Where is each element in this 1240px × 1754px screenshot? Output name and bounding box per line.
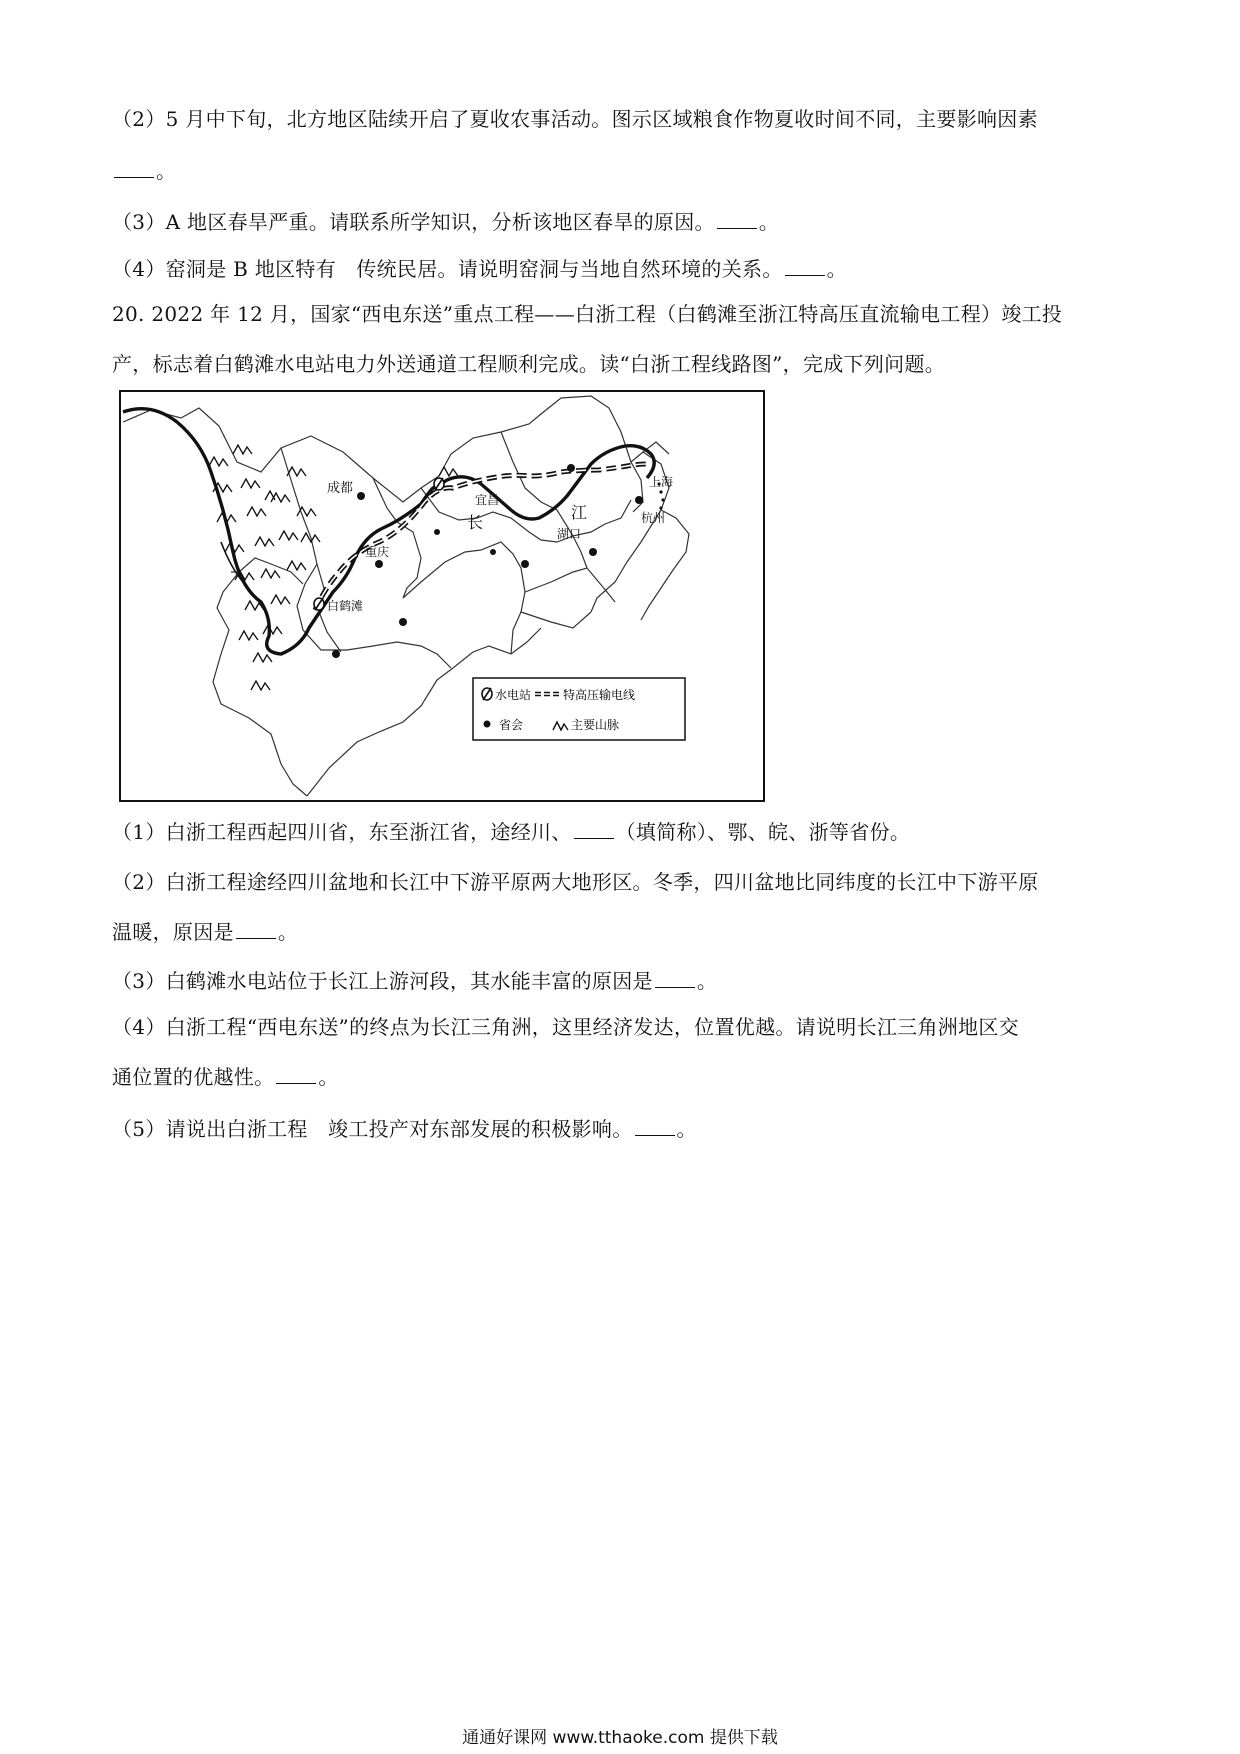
- q20-part4-line2: 通位置的优越性。 。: [112, 1065, 339, 1089]
- answer-blank[interactable]: [276, 1063, 316, 1084]
- q20-intro-line2: 产，标志着白鹤滩水电站电力外送通道工程顺利完成。读“白浙工程线路图”，完成下列问题。: [112, 352, 946, 376]
- answer-blank[interactable]: [236, 918, 276, 939]
- q19-part4: （4）窑洞是 B 地区特有 传统民居。请说明窑洞与当地自然环境的关系。 。: [112, 257, 847, 281]
- label-baihetan: 白鹤滩: [327, 599, 364, 613]
- answer-blank[interactable]: [785, 255, 825, 276]
- answer-blank[interactable]: [717, 208, 757, 229]
- baizhe-route-map: [119, 390, 765, 802]
- answer-blank[interactable]: [635, 1115, 675, 1136]
- answer-blank[interactable]: [114, 157, 154, 178]
- label-chongqing: 重庆: [365, 545, 390, 559]
- q20-part2-line2: 温暖，原因是 。: [112, 920, 299, 944]
- label-chengdu: 成都: [327, 481, 354, 496]
- legend-uhv-label: 特高压输电线: [563, 688, 636, 702]
- q19-part3: （3）A 地区春旱严重。请联系所学知识，分析该地区春旱的原因。 。: [112, 210, 780, 234]
- answer-blank[interactable]: [655, 967, 695, 988]
- q20-part4-line1: （4）白浙工程“西电东送”的终点为长江三角洲，这里经济发达，位置优越。请说明长江三角洲地区交: [112, 1015, 1019, 1039]
- label-shanghai: 上海: [649, 475, 674, 489]
- legend-hydro-label: 水电站: [495, 688, 532, 702]
- label-jiang: 江: [571, 503, 588, 522]
- legend-capital-icon: [484, 721, 491, 728]
- q20-intro-line1: 20. 2022 年 12 月，国家“西电东送”重点工程——白浙工程（白鹤滩至浙江特高压直流输电工程）竣工投: [112, 302, 1063, 326]
- page-footer: 通通好课网 www.tthaoke.com 提供下载: [462, 1728, 778, 1748]
- label-hangzhou: 杭州: [641, 511, 666, 525]
- q19-part2-line1: （2）5 月中下旬，北方地区陆续开启了夏收农事活动。图示区域粮食作物夏收时间不同，主要影响因素: [112, 107, 1038, 131]
- legend-mountain-label: 主要山脉: [571, 718, 620, 732]
- q20-part1: （1）白浙工程西起四川省，东至浙江省，途经川、 （填简称）、鄂、皖、浙等省份。: [112, 820, 911, 844]
- map-legend: [473, 678, 685, 740]
- answer-blank[interactable]: [574, 818, 614, 839]
- legend-capital-label: 省会: [499, 718, 524, 732]
- q19-part2-line2: 。: [112, 157, 176, 185]
- label-hukou: 湖口: [557, 527, 582, 541]
- map-svg: [121, 392, 763, 800]
- label-yichang: 宜昌: [475, 493, 500, 507]
- legend-hydro-icon: [482, 688, 492, 700]
- label-chang: 长: [467, 513, 484, 532]
- q20-part3: （3）白鹤滩水电站位于长江上游河段，其水能丰富的原因是 。: [112, 969, 718, 993]
- q20-part2-line1: （2）白浙工程途经四川盆地和长江中下游平原两大地形区。冬季，四川盆地比同纬度的长江中下游平原: [112, 870, 1039, 894]
- q20-part5: （5）请说出白浙工程 竣工投产对东部发展的积极影响。 。: [112, 1117, 697, 1141]
